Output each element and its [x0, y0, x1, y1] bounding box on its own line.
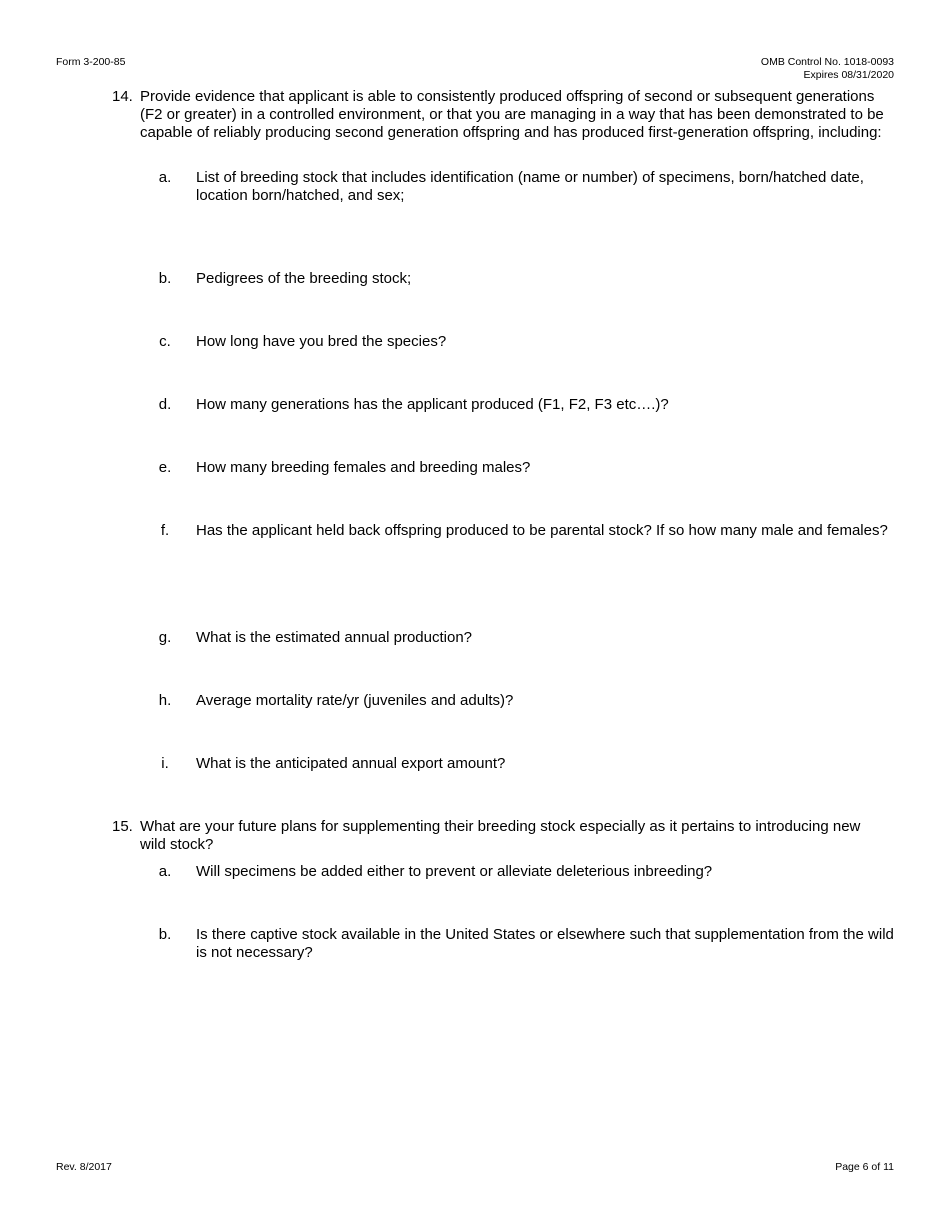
- question-number: 15.: [112, 818, 133, 835]
- item-letter: f.: [160, 522, 170, 539]
- item-text: How many breeding females and breeding males?: [196, 459, 531, 476]
- item-letter: h.: [158, 692, 172, 709]
- item-letter: g.: [158, 629, 172, 646]
- omb-control-number: OMB Control No. 1018-0093: [760, 56, 894, 68]
- item-letter: d.: [158, 396, 172, 413]
- question-number: 14.: [112, 88, 133, 105]
- item-text: Pedigrees of the breeding stock;: [196, 270, 412, 287]
- item-text: Is there captive stock available in the United States or elsewhere such that supplementation from the wild is not necessary?: [196, 926, 894, 961]
- item-text: What is the estimated annual production?: [196, 629, 472, 646]
- page-number: Page 6 of 11: [835, 1161, 894, 1173]
- question-text: What are your future plans for supplementing their breeding stock especially as it pertains to introducing new wild stock?: [140, 818, 861, 853]
- revision-date: Rev. 8/2017: [56, 1161, 112, 1173]
- item-letter: c.: [159, 333, 171, 350]
- question-text: Provide evidence that applicant is able to consistently produced offspring of second or subsequent generations (F2 or greater) in a controlled environment, or that you are managing in a way that has been demonstrated to be capable of reliably producing second generation offspring and has produced first-generation offspring, including:: [140, 88, 884, 141]
- item-text: Has the applicant held back offspring produced to be parental stock? If so how many male and females?: [196, 522, 888, 539]
- item-text: What is the anticipated annual export amount?: [196, 755, 506, 772]
- expiration-date: Expires 08/31/2020: [803, 69, 894, 81]
- item-letter: a.: [158, 169, 172, 186]
- item-letter: i.: [161, 755, 169, 772]
- item-text: How many generations has the applicant produced (F1, F2, F3 etc….)?: [196, 396, 669, 413]
- item-letter: a.: [158, 863, 172, 880]
- item-letter: b.: [158, 270, 172, 287]
- item-letter: e.: [158, 459, 172, 476]
- item-text: List of breeding stock that includes identification (name or number) of specimens, born/hatched date, location born/hatched, and sex;: [196, 169, 864, 204]
- item-letter: b.: [158, 926, 172, 943]
- item-text: Average mortality rate/yr (juveniles and adults)?: [196, 692, 514, 709]
- form-number: Form 3-200-85: [56, 56, 126, 68]
- item-text: How long have you bred the species?: [196, 333, 447, 350]
- item-text: Will specimens be added either to prevent or alleviate deleterious inbreeding?: [196, 863, 713, 880]
